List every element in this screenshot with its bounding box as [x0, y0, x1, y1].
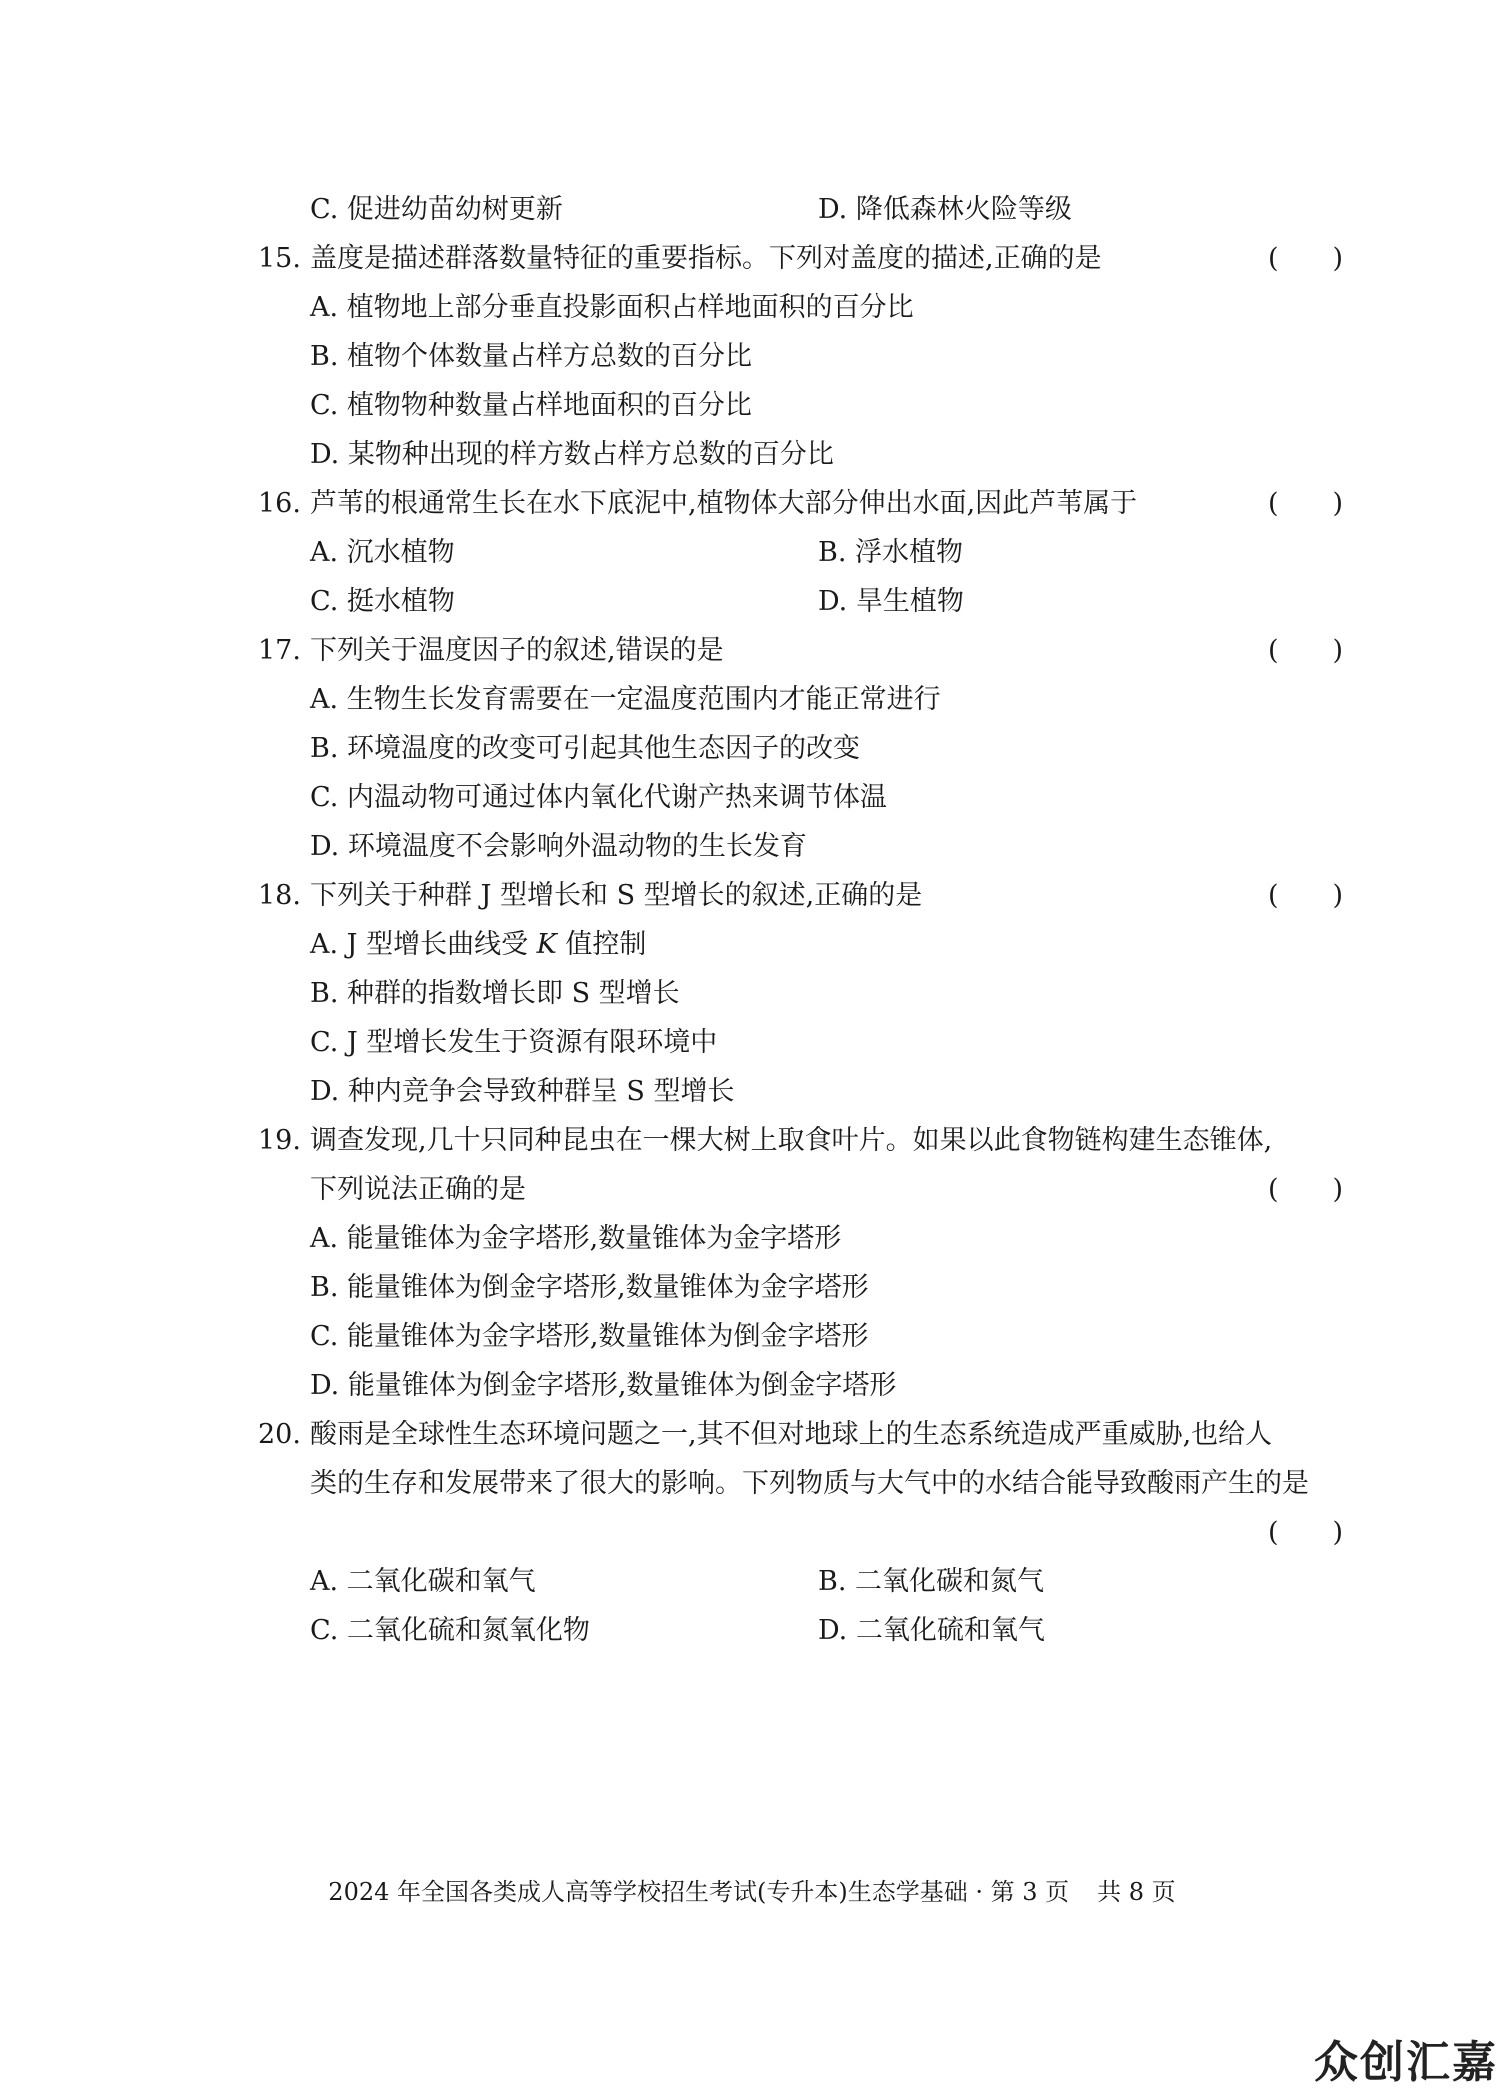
q16-answer-paren: ( )	[1268, 488, 1344, 519]
q15-option-c: C. 植物物种数量占样地面积的百分比	[310, 390, 752, 421]
q20-option-d: D. 二氧化硫和氧气	[818, 1615, 1045, 1646]
q19-option-d: D. 能量锥体为倒金字塔形,数量锥体为倒金字塔形	[310, 1370, 897, 1401]
q18-option-a-pre: A. J 型增长曲线受	[310, 929, 537, 960]
q17-answer-paren: ( )	[1268, 635, 1344, 666]
q19-option-b: B. 能量锥体为倒金字塔形,数量锥体为金字塔形	[310, 1272, 869, 1303]
q15-option-b: B. 植物个体数量占样方总数的百分比	[310, 341, 753, 372]
q17-option-d: D. 环境温度不会影响外温动物的生长发育	[310, 831, 807, 862]
q17-number: 17.	[258, 635, 301, 666]
q17-option-a: A. 生物生长发育需要在一定温度范围内才能正常进行	[310, 684, 941, 715]
q16-option-c: C. 挺水植物	[310, 586, 455, 617]
q18-option-a-post: 值控制	[556, 929, 647, 960]
watermark-logo: 众创汇嘉	[1314, 2037, 1498, 2088]
q19-text-2: 下列说法正确的是	[310, 1174, 526, 1205]
q18-text: 下列关于种群 J 型增长和 S 型增长的叙述,正确的是	[310, 880, 923, 911]
q15-answer-paren: ( )	[1268, 243, 1344, 274]
q20-option-b: B. 二氧化碳和氮气	[818, 1566, 1045, 1597]
q18-option-d: D. 种内竞争会导致种群呈 S 型增长	[310, 1076, 735, 1107]
footer-exam-title: 2024 年全国各类成人高等学校招生考试(专升本)生态学基础 · 第 3 页	[328, 1878, 1070, 1906]
q16-number: 16.	[258, 488, 301, 519]
q17-text: 下列关于温度因子的叙述,错误的是	[310, 635, 724, 666]
page-footer	[0, 1875, 1504, 1909]
footer-total-pages: 共 8 页	[1097, 1878, 1176, 1906]
q14-option-d: D. 降低森林火险等级	[818, 194, 1072, 225]
q19-answer-paren: ( )	[1268, 1174, 1344, 1205]
q15-number: 15.	[258, 243, 301, 274]
q15-option-d: D. 某物种出现的样方数占样方总数的百分比	[310, 439, 834, 470]
q19-option-a: A. 能量锥体为金字塔形,数量锥体为金字塔形	[310, 1223, 842, 1254]
q20-option-c: C. 二氧化硫和氮氧化物	[310, 1615, 590, 1646]
q20-text-2: 类的生存和发展带来了很大的影响。下列物质与大气中的水结合能导致酸雨产生的是	[310, 1468, 1309, 1499]
q18-answer-paren: ( )	[1268, 880, 1344, 911]
q18-option-c: C. J 型增长发生于资源有限环境中	[310, 1027, 718, 1058]
q15-option-a: A. 植物地上部分垂直投影面积占样地面积的百分比	[310, 292, 914, 323]
q18-number: 18.	[258, 880, 301, 911]
q18-option-b: B. 种群的指数增长即 S 型增长	[310, 978, 680, 1009]
q17-option-b: B. 环境温度的改变可引起其他生态因子的改变	[310, 733, 861, 764]
q16-option-b: B. 浮水植物	[818, 537, 964, 568]
q14-option-c: C. 促进幼苗幼树更新	[310, 194, 563, 225]
q18-option-a-k: K	[536, 929, 557, 960]
q19-text-1: 调查发现,几十只同种昆虫在一棵大树上取食叶片。如果以此食物链构建生态锥体,	[310, 1125, 1273, 1156]
q20-number: 20.	[258, 1419, 301, 1450]
q20-text-1: 酸雨是全球性生态环境问题之一,其不但对地球上的生态系统造成严重威胁,也给人	[310, 1419, 1273, 1450]
q20-answer-paren: ( )	[1268, 1517, 1344, 1548]
q20-option-a: A. 二氧化碳和氧气	[310, 1566, 536, 1597]
q15-text: 盖度是描述群落数量特征的重要指标。下列对盖度的描述,正确的是	[310, 243, 1102, 274]
q19-option-c: C. 能量锥体为金字塔形,数量锥体为倒金字塔形	[310, 1321, 869, 1352]
q16-option-a: A. 沉水植物	[310, 537, 455, 568]
q16-text: 芦苇的根通常生长在水下底泥中,植物体大部分伸出水面,因此芦苇属于	[310, 488, 1138, 519]
q18-option-a	[310, 927, 646, 963]
q16-option-d: D. 旱生植物	[818, 586, 964, 617]
q17-option-c: C. 内温动物可通过体内氧化代谢产热来调节体温	[310, 782, 887, 813]
q19-number: 19.	[258, 1125, 301, 1156]
